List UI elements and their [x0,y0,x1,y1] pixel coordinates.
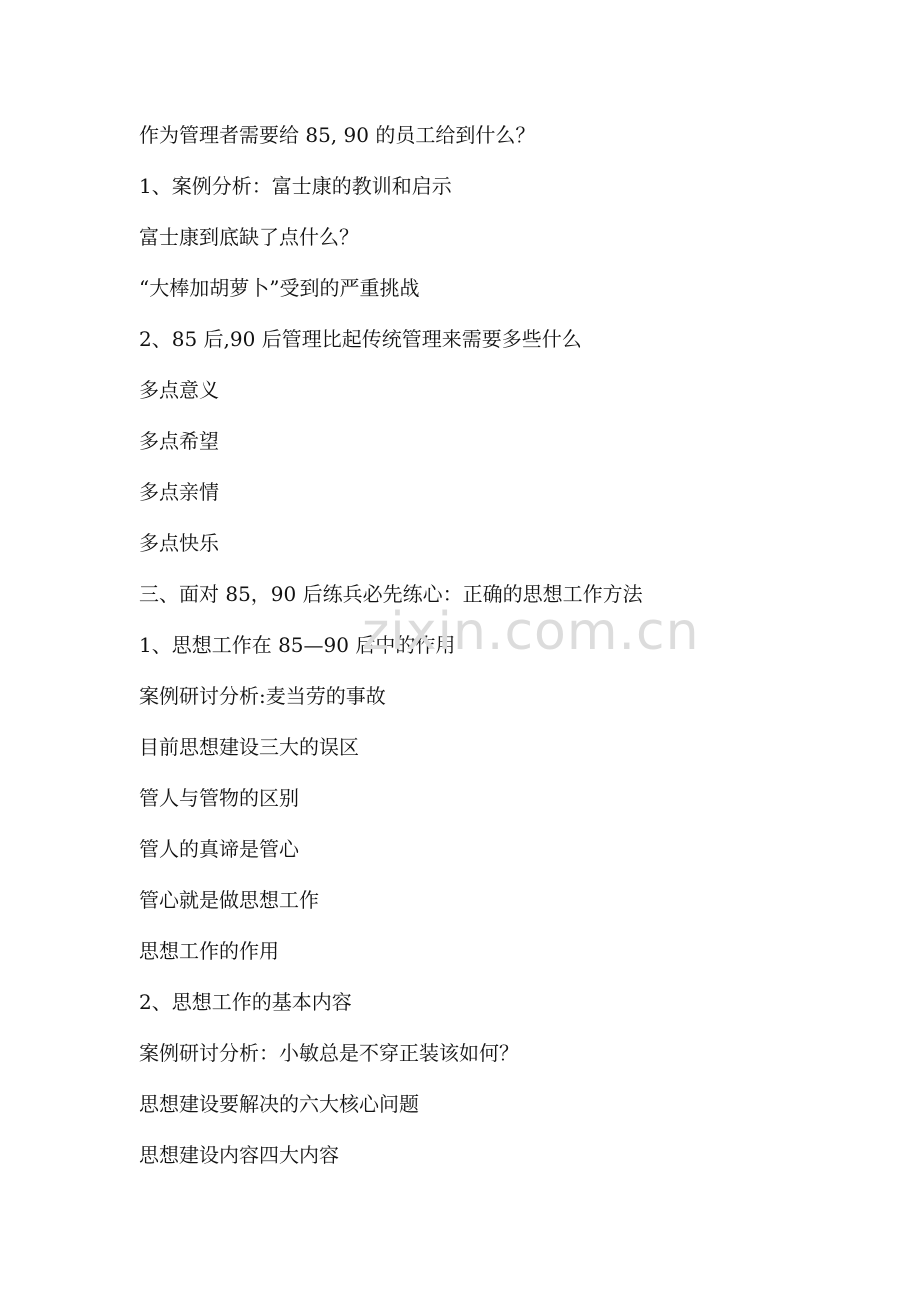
text-line: 作为管理者需要给 85, 90 的员工给到什么？ [139,123,536,147]
text-line: 思想建设内容四大内容 [139,1143,339,1167]
text-line: 1、思想工作在 85—90 后中的作用 [139,633,456,657]
text-line: 管人的真谛是管心 [139,837,299,861]
text-line: 2、思想工作的基本内容 [139,990,352,1014]
text-line: 2、85 后,90 后管理比起传统管理来需要多些什么 [139,327,582,351]
text-line: 多点意义 [139,378,219,402]
text-line: 多点希望 [139,429,219,453]
text-line: 思想建设要解决的六大核心问题 [139,1092,419,1116]
text-line: “大棒加胡萝卜”受到的严重挑战 [139,276,420,300]
text-line: 案例研讨分析：小敏总是不穿正装该如何？ [139,1041,519,1065]
text-line: 目前思想建设三大的误区 [139,735,359,759]
text-line: 多点亲情 [139,480,219,504]
text-line: 管人与管物的区别 [139,786,299,810]
text-line: 管心就是做思想工作 [139,888,319,912]
text-line: 多点快乐 [139,531,219,555]
text-line: 富士康到底缺了点什么？ [139,225,359,249]
text-line: 1、案例分析：富士康的教训和启示 [139,174,452,198]
text-line: 案例研讨分析:麦当劳的事故 [139,684,386,708]
watermark: zixin.com.cn [362,602,700,662]
text-line: 思想工作的作用 [139,939,279,963]
document-body [139,118,839,1189]
text-line: 三、面对 85，90 后练兵必先练心：正确的思想工作方法 [139,582,643,606]
